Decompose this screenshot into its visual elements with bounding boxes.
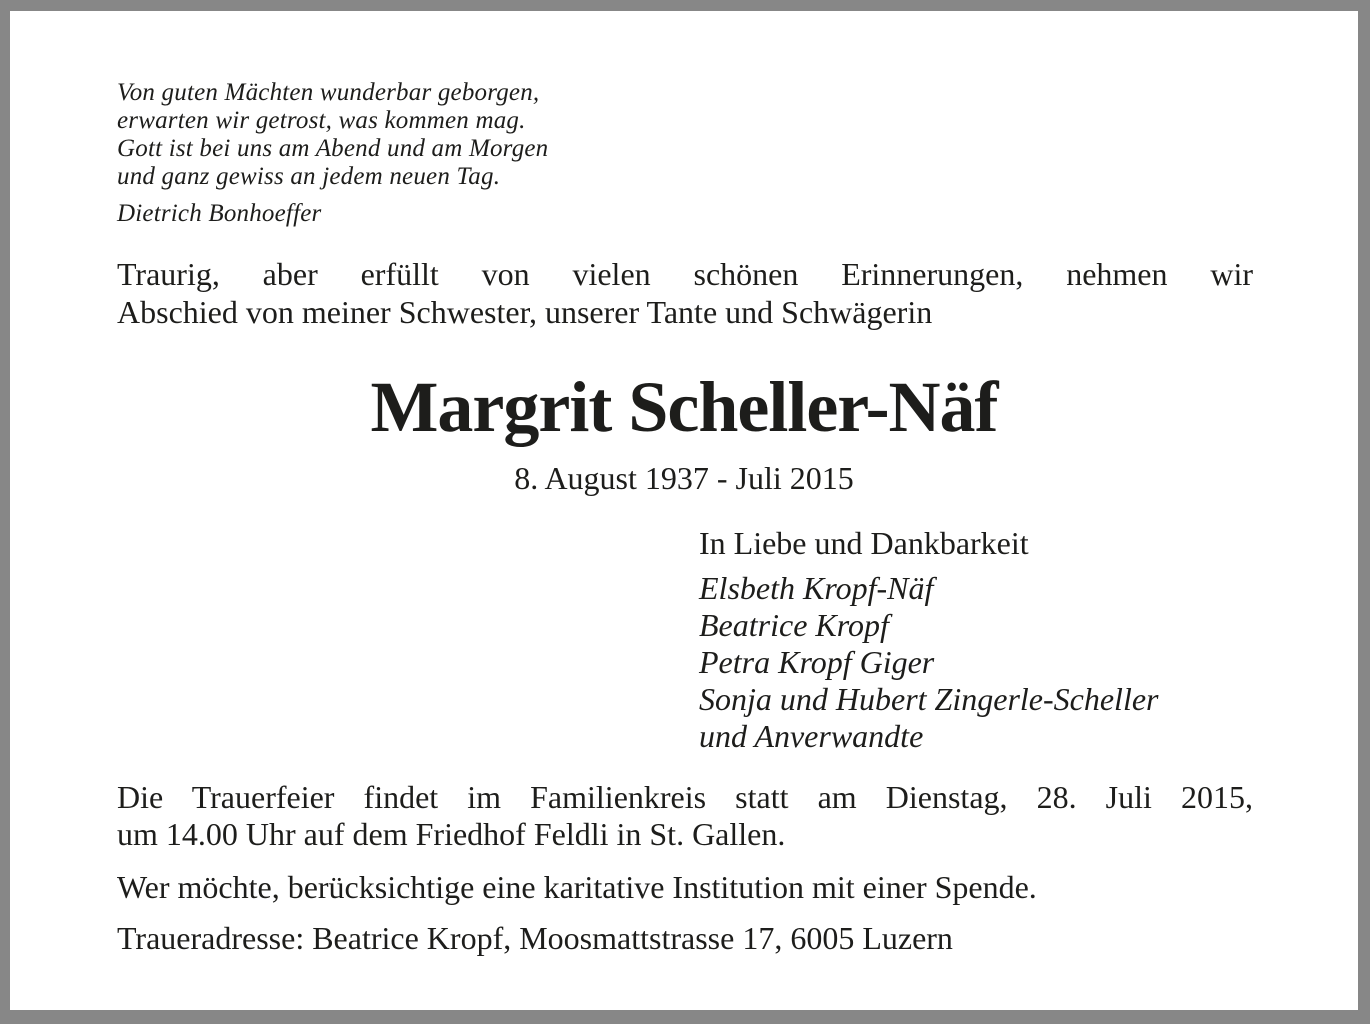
- donation-note: Wer möchte, berücksichtige eine karitative Institution mit einer Spende.: [117, 869, 1037, 905]
- memorial-quote: [117, 79, 548, 228]
- quote-line: erwarten wir getrost, was kommen mag.: [117, 107, 526, 134]
- mourner-name: Elsbeth Kropf-Näf: [699, 570, 934, 606]
- mourner-name: und Anverwandte: [699, 718, 924, 754]
- mourning-address: Traueradresse: Beatrice Kropf, Moosmattstrasse 17, 6005 Luzern: [117, 920, 953, 956]
- funeral-line: um 14.00 Uhr auf dem Friedhof Feldli in St. Gallen.: [117, 816, 786, 852]
- intro-paragraph: [117, 255, 1253, 331]
- funeral-line: Die Trauerfeier findet im Familienkreis statt am Dienstag, 28. Juli 2015,: [117, 779, 1253, 815]
- quote-line: Von guten Mächten wunderbar geborgen,: [117, 79, 540, 106]
- mourners-list: [699, 525, 1158, 755]
- quote-line: Gott ist bei uns am Abend und am Morgen: [117, 135, 549, 162]
- intro-line: Abschied von meiner Schwester, unserer Tante und Schwägerin: [117, 294, 933, 330]
- mourner-name: Beatrice Kropf: [699, 607, 889, 643]
- quote-line: und ganz gewiss an jedem neuen Tag.: [117, 163, 501, 190]
- funeral-info: [117, 779, 1253, 853]
- life-dates: 8. August 1937 - Juli 2015: [514, 460, 854, 496]
- mourners-header: In Liebe und Dankbarkeit: [699, 525, 1029, 561]
- mourner-name: Petra Kropf Giger: [699, 644, 935, 680]
- quote-attribution: Dietrich Bonhoeffer: [117, 200, 322, 227]
- mourner-name: Sonja und Hubert Zingerle-Scheller: [699, 681, 1159, 717]
- deceased-name: Margrit Scheller-Näf: [370, 367, 998, 447]
- intro-line: Traurig, aber erfüllt von vielen schönen Erinnerungen, nehmen wir: [117, 256, 1253, 292]
- death-notice: [10, 11, 1358, 1010]
